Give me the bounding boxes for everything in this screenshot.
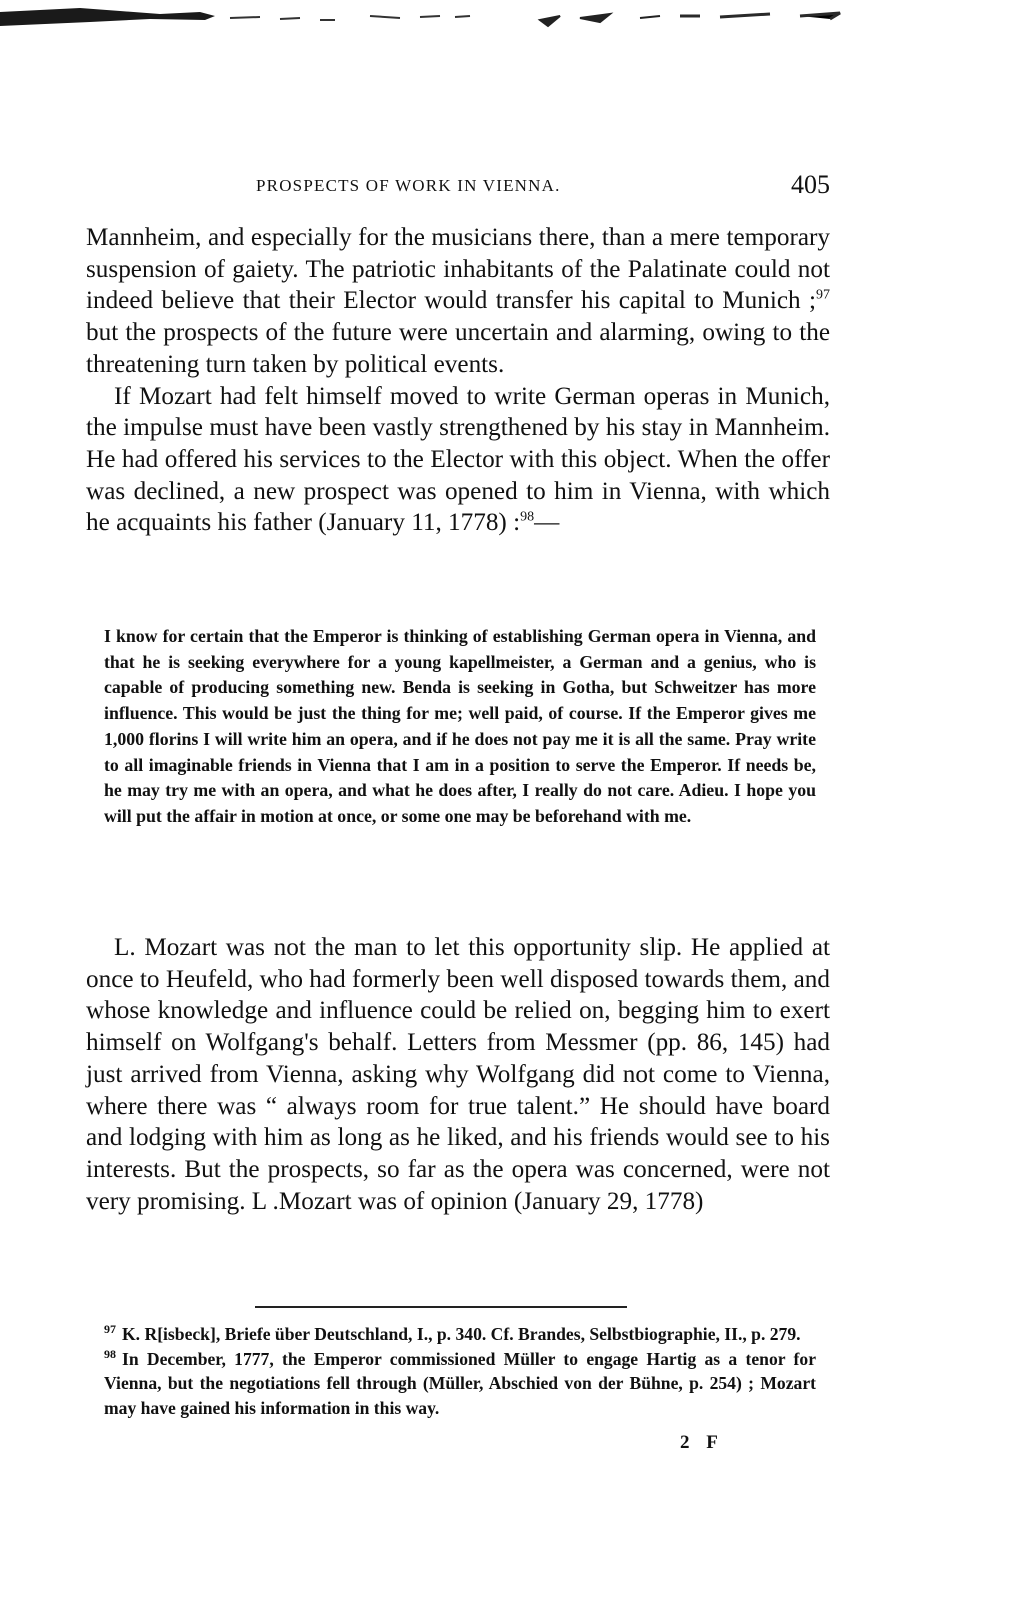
printer-signature-mark: 2 F bbox=[680, 1432, 724, 1453]
footnote-reference[interactable]: 97 bbox=[816, 288, 830, 304]
scan-edge-artifact bbox=[0, 0, 1036, 28]
quotation-text: I know for certain that the Emperor is thinking of establishing German opera in Vienna, and that he is seeking everywhere for a young kapellmeister, a German and a genius, who is capable of producing something new. Benda is seeking in Gotha, but Schweitzer has more influence. This would be just the thing for me; well paid, of course. If the Emperor gives me 1,000 florins I will write him an opera, and if he does not pay me it is all the same. Pray write to all imaginable friends in Vienna that I am in a position to serve the Emperor. If needs be, he may try me with an opera, and what he does after, I really do not care. Adieu. I hope you will put the affair in motion at once, or some one may be beforehand with me. bbox=[104, 626, 816, 826]
footnote-reference[interactable]: 98 bbox=[520, 509, 535, 525]
paragraph-text: but the prospects of the future were uncertain and alarming, owing to the threatening turn taken by political events. bbox=[86, 319, 830, 378]
page-header bbox=[86, 170, 830, 210]
page-number: 405 bbox=[791, 170, 830, 199]
running-title: PROSPECTS OF WORK IN VIENNA. bbox=[256, 176, 561, 195]
paragraph-text: — bbox=[534, 509, 560, 537]
paragraph-text: If Mozart had felt himself moved to write German operas in Munich, the impulse must have been vastly strengthened by his stay in Mannheim. He had offered his services to the Elector with this object. When the offer was declined, a new prospect was opened to him in Vienna, with which he acquaints his father (January 11, 1778) : bbox=[86, 382, 830, 537]
paragraph bbox=[86, 381, 830, 540]
body-text-upper bbox=[86, 222, 830, 539]
footnote-separator bbox=[255, 1306, 627, 1308]
body-text-lower bbox=[86, 932, 830, 1217]
footnote-text: K. R[isbeck], Briefe über Deutschland, I., p. 340. Cf. Brandes, Selbstbiographie, II., p. 279. bbox=[122, 1324, 801, 1344]
footnote-text: In December, 1777, the Emperor commissioned Müller to engage Hartig as a tenor for Vienna, but the negotiations fell through (Müller, Abschied von der Bühne, p. 254) ; Mozart may have gained his information in this way. bbox=[104, 1348, 816, 1418]
footnote-mark: 97 bbox=[104, 1322, 116, 1337]
letter-quotation bbox=[104, 624, 816, 830]
paragraph-text: Mannheim, and especially for the musicians there, than a mere temporary suspension of gaiety. The patriotic inhabitants of the Palatinate could not indeed believe that their Elector would transfer his capital to Munich ; bbox=[86, 224, 830, 315]
paragraph bbox=[86, 222, 830, 381]
paragraph: L. Mozart was not the man to let this opportunity slip. He applied at once to Heufeld, who had formerly been well disposed towards them, and whose knowledge and influence could be relied on, begging him to exert himself on Wolfgang's behalf. Letters from Messmer (pp. 86, 145) had just arrived from Vienna, asking why Wolfgang did not come to Vienna, where there was “ always room for true talent.” He should have board and lodging with him as long as he liked, and his friends would see to his interests. But the prospects, so far as the opera was concerned, were not very promising. L .Mozart was of opinion (January 29, 1778) bbox=[86, 934, 830, 1215]
footnotes bbox=[104, 1322, 816, 1420]
footnote bbox=[104, 1347, 816, 1421]
footnote-mark: 98 bbox=[104, 1346, 116, 1361]
footnote bbox=[104, 1322, 816, 1347]
